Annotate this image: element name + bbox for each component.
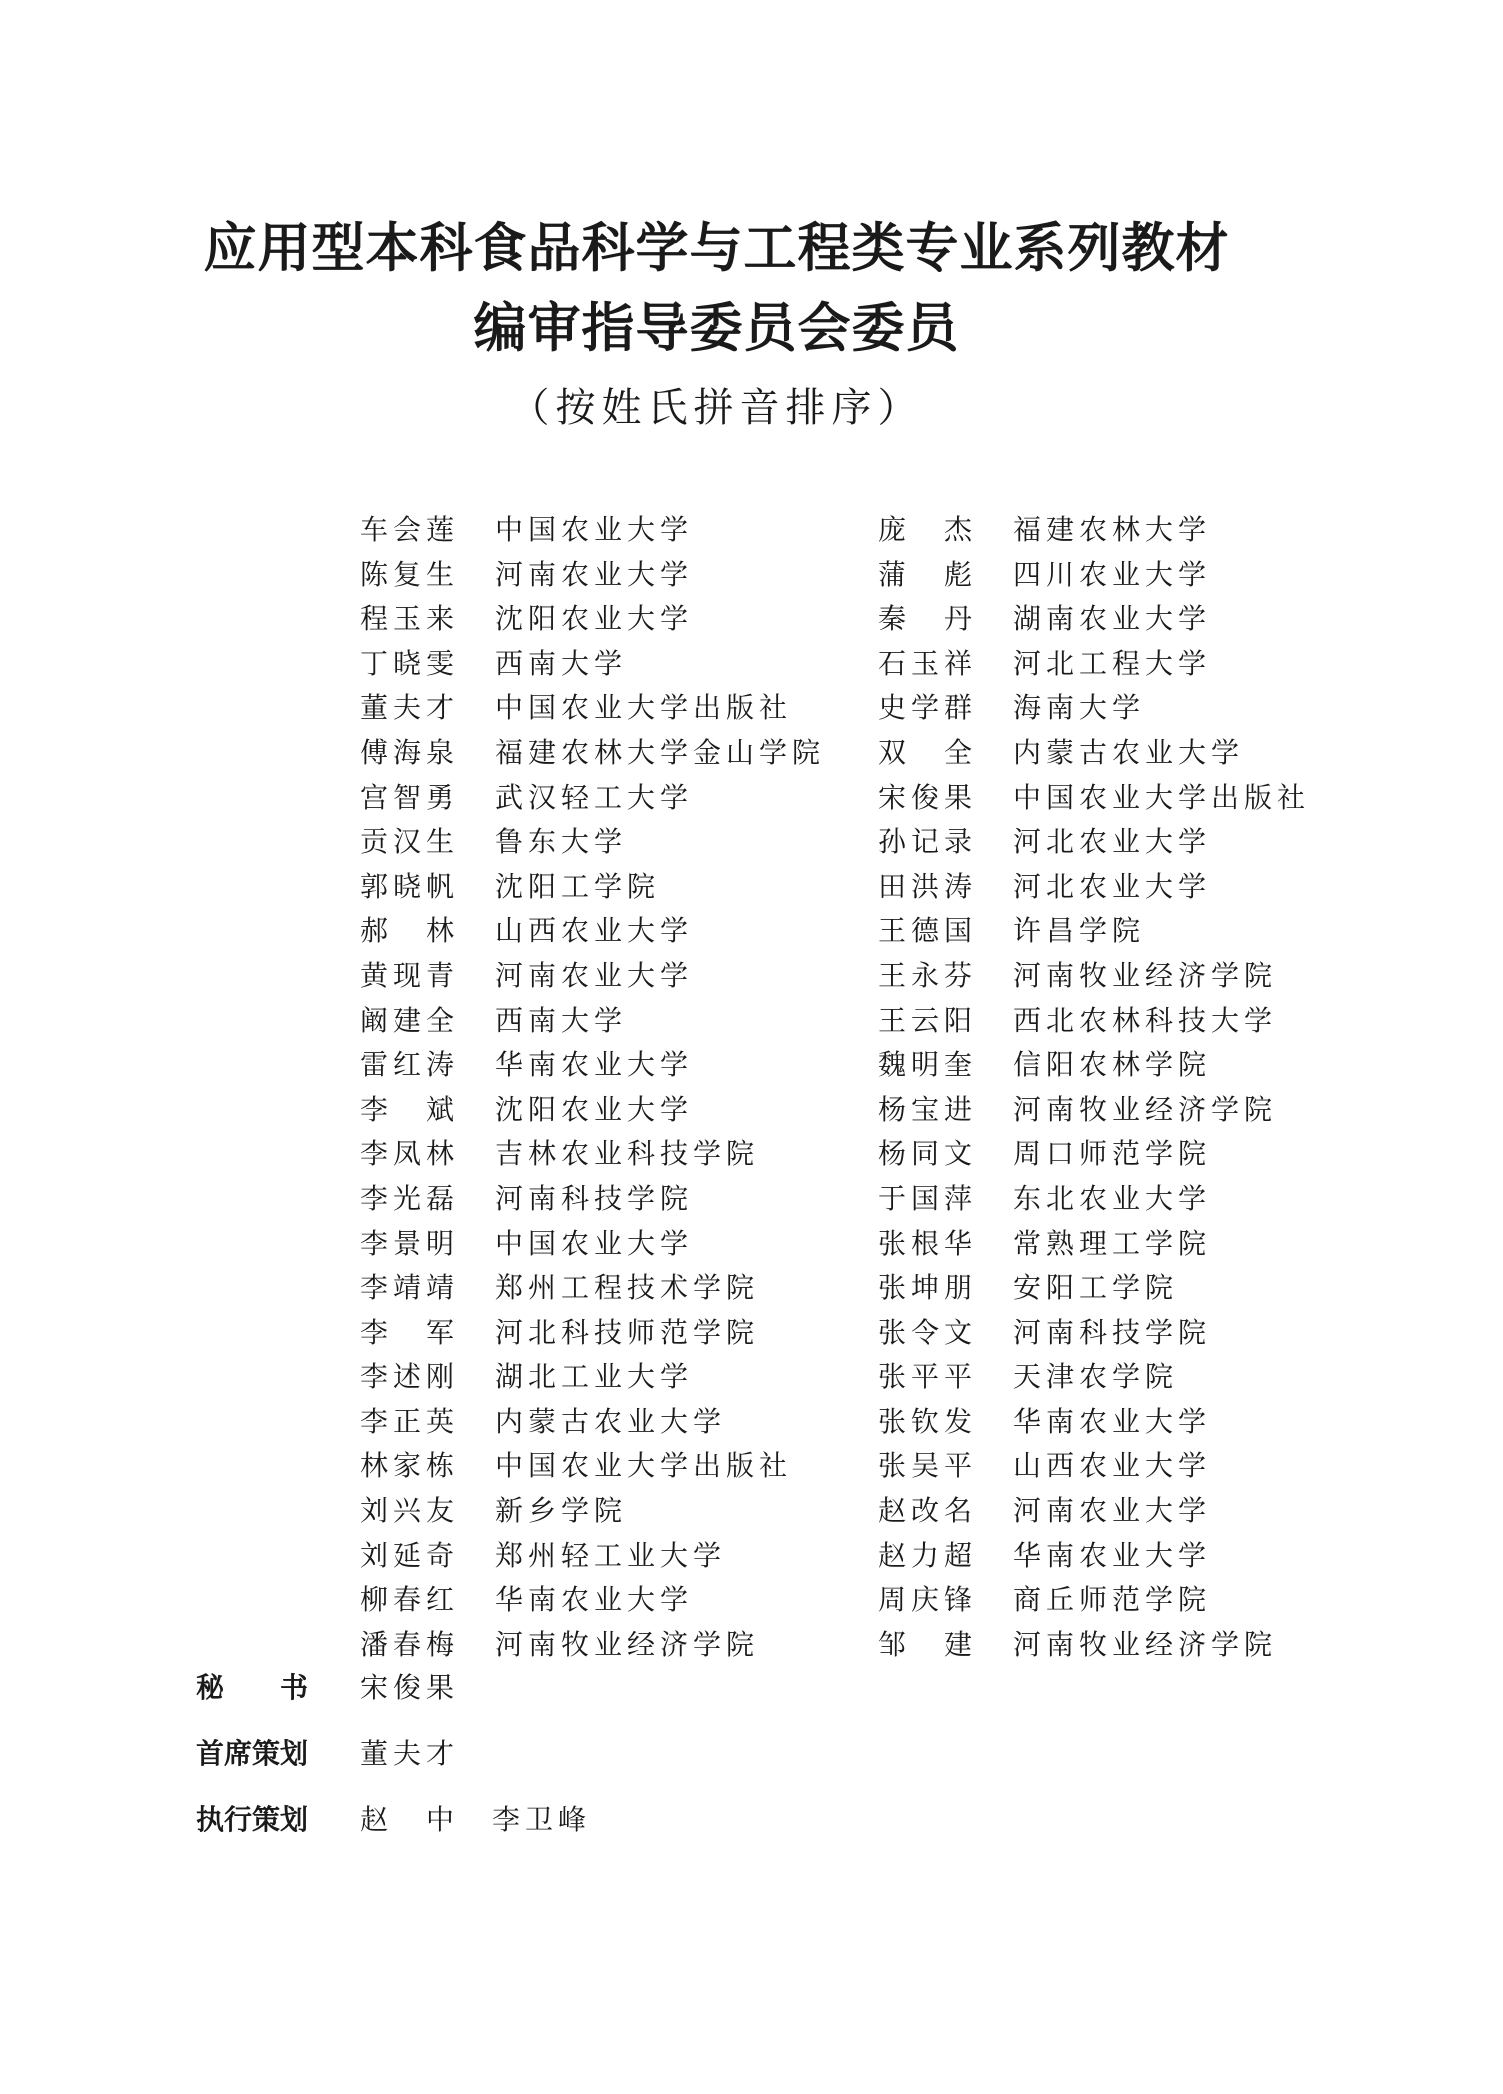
member-affiliation: 中国农业大学出版社 <box>495 1449 793 1483</box>
member-name: 李 军 <box>360 1315 460 1349</box>
member-affiliation: 中国农业大学 <box>495 513 694 546</box>
member-affiliation: 河北科技师范学院 <box>495 1315 760 1349</box>
member-affiliation: 沈阳工学院 <box>495 869 661 903</box>
member-name: 刘延奇 <box>360 1538 460 1572</box>
member-affiliation: 福建农林大学金山学院 <box>495 735 826 769</box>
member-name: 丁晓雯 <box>360 646 460 680</box>
member-affiliation: 福建农林大学 <box>1013 513 1212 546</box>
chief-planner-name: 董夫才 <box>360 1737 460 1770</box>
member-affiliation: 许昌学院 <box>1013 914 1146 948</box>
member-name: 宋俊果 <box>878 780 978 814</box>
member-affiliation: 海南大学 <box>1013 691 1146 725</box>
member-name: 田洪涛 <box>878 869 978 903</box>
document-title: 应用型本科食品科学与工程类专业系列教材 <box>203 218 1230 279</box>
member-affiliation: 商丘师范学院 <box>1013 1583 1212 1617</box>
member-affiliation: 湖南农业大学 <box>1013 602 1212 636</box>
member-name: 李述刚 <box>360 1360 460 1394</box>
member-name: 杨宝进 <box>878 1092 978 1126</box>
committee-member-list <box>360 508 1360 1668</box>
member-affiliation: 四川农业大学 <box>1013 557 1212 591</box>
member-name: 赵力超 <box>878 1538 978 1572</box>
member-affiliation: 西南大学 <box>495 1003 628 1037</box>
member-name: 孙记录 <box>878 825 978 859</box>
member-affiliation: 天津农学院 <box>1013 1360 1179 1394</box>
member-name: 周庆锋 <box>878 1583 978 1617</box>
member-affiliation: 河北工程大学 <box>1013 646 1212 680</box>
member-name: 贡汉生 <box>360 825 460 859</box>
member-affiliation: 河南牧业经济学院 <box>495 1627 760 1661</box>
member-name: 双 全 <box>878 735 978 769</box>
member-name: 潘春梅 <box>360 1627 460 1661</box>
member-affiliation: 河南农业大学 <box>495 958 694 992</box>
member-name: 程玉来 <box>360 602 460 636</box>
member-affiliation: 河南牧业经济学院 <box>1013 958 1278 992</box>
member-name: 邹 建 <box>878 1627 978 1661</box>
member-name: 张令文 <box>878 1315 978 1349</box>
document-title-line-2: 编审指导委员会委员 <box>473 298 960 359</box>
member-name: 于国萍 <box>878 1181 978 1215</box>
member-affiliation: 河南农业大学 <box>1013 1494 1212 1528</box>
member-name: 阚建全 <box>360 1003 460 1037</box>
member-affiliation: 西北农林科技大学 <box>1013 1003 1278 1037</box>
member-name: 郝 林 <box>360 914 460 948</box>
member-name: 张吴平 <box>878 1449 978 1483</box>
member-name: 柳春红 <box>360 1583 460 1617</box>
member-affiliation: 周口师范学院 <box>1013 1137 1212 1171</box>
member-affiliation: 西南大学 <box>495 646 628 680</box>
member-name: 张坤朋 <box>878 1271 978 1305</box>
member-name: 石玉祥 <box>878 646 978 680</box>
member-affiliation: 河南牧业经济学院 <box>1013 1627 1278 1661</box>
member-name: 庞 杰 <box>878 513 978 546</box>
member-name: 陈复生 <box>360 557 460 591</box>
member-affiliation: 中国农业大学出版社 <box>1013 780 1311 814</box>
member-affiliation: 安阳工学院 <box>1013 1271 1179 1305</box>
member-affiliation: 武汉轻工大学 <box>495 780 694 814</box>
member-affiliation: 山西农业大学 <box>1013 1449 1212 1483</box>
member-name: 王永芬 <box>878 958 978 992</box>
member-name: 雷红涛 <box>360 1048 460 1082</box>
member-name: 李 斌 <box>360 1092 460 1126</box>
member-affiliation: 华南农业大学 <box>495 1583 694 1617</box>
member-affiliation: 吉林农业科技学院 <box>495 1137 760 1171</box>
member-name: 傅海泉 <box>360 735 460 769</box>
member-affiliation: 山西农业大学 <box>495 914 694 948</box>
member-affiliation: 东北农业大学 <box>1013 1181 1212 1215</box>
member-affiliation: 湖北工业大学 <box>495 1360 694 1394</box>
member-name: 蒲 彪 <box>878 557 978 591</box>
member-name: 刘兴友 <box>360 1494 460 1528</box>
member-name: 李景明 <box>360 1226 460 1260</box>
secretary-label: 秘 书 <box>196 1671 309 1704</box>
member-name: 魏明奎 <box>878 1048 978 1082</box>
member-name: 赵改名 <box>878 1494 978 1528</box>
executive-planner-names: 赵 中 李卫峰 <box>360 1803 592 1836</box>
member-name: 宫智勇 <box>360 780 460 814</box>
member-name: 董夫才 <box>360 691 460 725</box>
member-name: 张平平 <box>878 1360 978 1394</box>
member-affiliation: 鲁东大学 <box>495 825 628 859</box>
member-name: 秦 丹 <box>878 602 978 636</box>
member-affiliation: 常熟理工学院 <box>1013 1226 1212 1260</box>
member-affiliation: 河南科技学院 <box>1013 1315 1212 1349</box>
member-name: 郭晓帆 <box>360 869 460 903</box>
member-name: 张根华 <box>878 1226 978 1260</box>
member-affiliation: 郑州轻工业大学 <box>495 1538 727 1572</box>
member-name: 黄现青 <box>360 958 460 992</box>
member-affiliation: 华南农业大学 <box>495 1048 694 1082</box>
member-affiliation: 沈阳农业大学 <box>495 1092 694 1126</box>
member-affiliation: 华南农业大学 <box>1013 1538 1212 1572</box>
member-name: 李靖靖 <box>360 1271 460 1305</box>
member-affiliation: 河南科技学院 <box>495 1181 694 1215</box>
member-name: 林家栋 <box>360 1449 460 1483</box>
member-name: 王德国 <box>878 914 978 948</box>
member-name: 史学群 <box>878 691 978 725</box>
member-affiliation: 新乡学院 <box>495 1494 628 1528</box>
member-affiliation: 华南农业大学 <box>1013 1404 1212 1438</box>
member-affiliation: 中国农业大学 <box>495 1226 694 1260</box>
member-affiliation: 郑州工程技术学院 <box>495 1271 760 1305</box>
member-affiliation: 沈阳农业大学 <box>495 602 694 636</box>
member-name: 杨同文 <box>878 1137 978 1171</box>
member-affiliation: 河北农业大学 <box>1013 825 1212 859</box>
chief-planner-label: 首席策划 <box>196 1737 309 1770</box>
member-affiliation: 内蒙古农业大学 <box>495 1404 727 1438</box>
member-name: 王云阳 <box>878 1003 978 1037</box>
member-affiliation: 河南农业大学 <box>495 557 694 591</box>
member-affiliation: 中国农业大学出版社 <box>495 691 793 725</box>
member-affiliation: 信阳农林学院 <box>1013 1048 1212 1082</box>
member-name: 张钦发 <box>878 1404 978 1438</box>
member-affiliation: 河南牧业经济学院 <box>1013 1092 1278 1126</box>
secretary-name: 宋俊果 <box>360 1671 460 1704</box>
member-affiliation: 内蒙古农业大学 <box>1013 735 1245 769</box>
member-name: 车会莲 <box>360 513 460 546</box>
member-name: 李凤林 <box>360 1137 460 1171</box>
member-name: 李光磊 <box>360 1181 460 1215</box>
member-name: 李正英 <box>360 1404 460 1438</box>
sort-note: （按姓氏拼音排序） <box>509 385 924 431</box>
member-affiliation: 河北农业大学 <box>1013 869 1212 903</box>
executive-planner-label: 执行策划 <box>196 1803 309 1836</box>
